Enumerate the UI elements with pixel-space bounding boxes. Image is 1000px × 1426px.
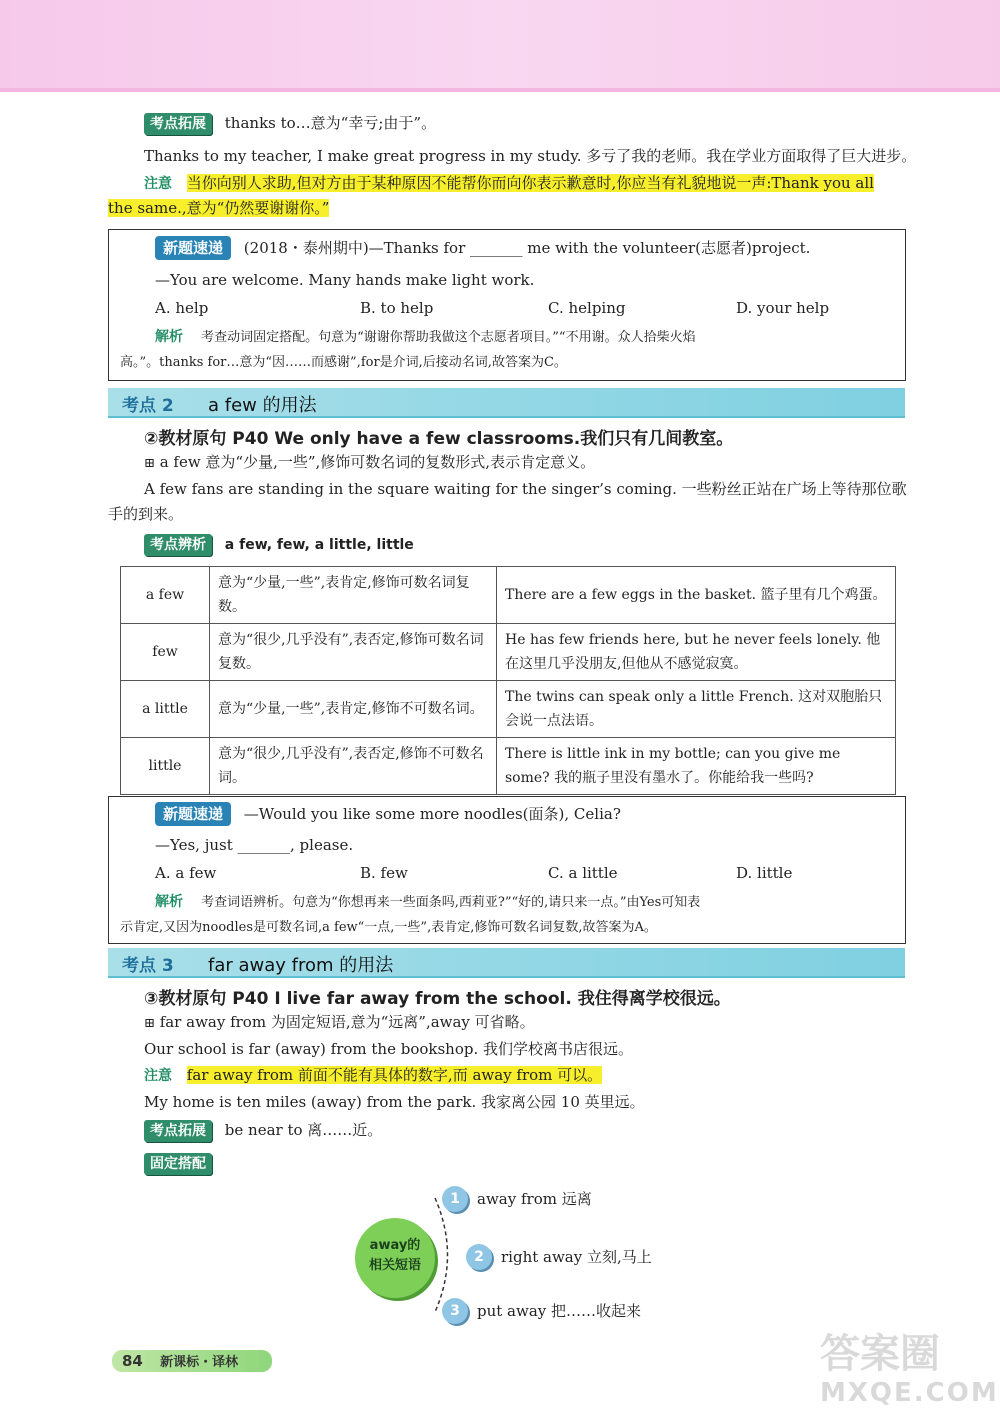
quiz2-analysis-line1 — [155, 892, 700, 913]
quiz2-option-b: B. few — [360, 864, 408, 882]
mindmap-center — [355, 1218, 435, 1298]
quiz1-q2: —You are welcome. Many hands make light work. — [155, 271, 535, 289]
section3-explain-row — [144, 1012, 535, 1034]
extend-tag: 考点拓展 — [144, 113, 212, 135]
table-example: There is little ink in my bottle; can you give me some? 我的瓶子里没有墨水了。你能给我一些吗? — [497, 738, 896, 795]
page-number: 84 — [122, 1352, 143, 1370]
quiz1-option-c: C. helping — [548, 299, 626, 317]
section3-explain: far away from 为固定短语,意为“远离”,away 可省略。 — [159, 1013, 535, 1031]
quiz2-tag: 新题速递 — [155, 802, 231, 826]
quiz2-analysis-1: 考查词语辨析。句意为“你想再来一些面条吗,西莉亚?”“好的,请只来一点。”由Yes可知表 — [201, 895, 701, 910]
plus-icon: ⊞ — [144, 456, 155, 471]
section2-example-1: A few fans are standing in the square waiting for the singer’s coming. 一些粉丝正站在广场上等待那位歌 — [144, 480, 907, 498]
mindmap-num-2: 2 — [466, 1244, 492, 1270]
watermark-line2: MXQE.COM — [820, 1378, 999, 1408]
note-line1 — [144, 173, 874, 194]
table-row — [121, 567, 896, 624]
section2-source: ②教材原句 P40 We only have a few classrooms.我们只有几间教室。 — [144, 429, 734, 449]
section2-header — [108, 388, 905, 418]
table-example: He has few friends here, but he never feels lonely. 他在这里几乎没朋友,但他从不感觉寂寞。 — [497, 624, 896, 681]
compare-tag: 考点辨析 — [144, 534, 212, 556]
note-line2 — [108, 198, 329, 218]
section3-note-label: 注意 — [144, 1068, 172, 1084]
quiz2-question — [155, 802, 621, 826]
quiz1-q1: (2018・泰州期中)—Thanks for _______ me with the volunteer(志愿者)project. — [243, 239, 811, 257]
mindmap-num-3: 3 — [442, 1298, 468, 1324]
section2-title: a few 的用法 — [208, 395, 317, 416]
compare-title: a few, few, a little, little — [224, 537, 414, 553]
series-name: 新课标・译林 — [160, 1355, 239, 1370]
section3-note-text: far away from 前面不能有具体的数字,而 away from 可以。 — [186, 1066, 603, 1084]
mindmap-center-line2: 相关短语 — [368, 1258, 421, 1273]
table-row — [121, 738, 896, 795]
quiz2-q2: —Yes, just _______, please. — [155, 836, 354, 854]
section3-extend-tag: 考点拓展 — [144, 1120, 212, 1142]
table-meaning: 意为“少量,一些”,表肯定,修饰可数名词复数。 — [210, 567, 497, 624]
quiz2-q1: —Would you like some more noodles(面条), Celia? — [243, 805, 621, 823]
table-meaning: 意为“少量,一些”,表肯定,修饰不可数名词。 — [210, 681, 497, 738]
section3-extend-text: be near to 离……近。 — [224, 1121, 383, 1139]
table-example: The twins can speak only a little French. 这对双胞胎只会说一点法语。 — [497, 681, 896, 738]
table-meaning: 意为“很少,几乎没有”,表否定,修饰不可数名词。 — [210, 738, 497, 795]
section3-header — [108, 948, 905, 978]
section3-note — [144, 1065, 602, 1086]
section2-explain: a few 意为“少量,一些”,修饰可数名词的复数形式,表示肯定意义。 — [159, 453, 596, 471]
quiz2-option-d: D. little — [736, 864, 793, 882]
watermark-line1: 答案圈 — [820, 1331, 940, 1377]
section3-num: 考点 3 — [122, 956, 174, 976]
table-word: little — [121, 738, 210, 795]
extend-block — [144, 113, 436, 135]
note-text-2: the same.,意为“仍然要谢谢你。” — [108, 199, 330, 217]
note-text-1: 当你向别人求助,但对方由于某种原因不能帮你而向你表示歉意时,你应当有礼貌地说一声:Thank you all — [186, 174, 874, 192]
mindmap-center-line1: away的 — [369, 1238, 421, 1253]
section3-source: ③教材原句 P40 I live far away from the school. 我住得离学校很远。 — [144, 989, 731, 1009]
table-row — [121, 624, 896, 681]
collocation-heading — [144, 1153, 212, 1175]
quiz2-analysis-2: 示肯定,又因为noodles是可数名词,a few“一点,一些”,表肯定,修饰可数名词复数,故答案为A。 — [120, 920, 657, 935]
mindmap-item-2: right away 立刻,马上 — [501, 1248, 652, 1266]
top-banner — [0, 0, 1000, 92]
quiz2-option-a: A. a few — [155, 864, 217, 882]
table-word: a little — [121, 681, 210, 738]
section3-extend — [144, 1120, 382, 1142]
table-row — [121, 681, 896, 738]
section2-explain-row — [144, 452, 595, 474]
quiz2-option-c: C. a little — [548, 864, 618, 882]
quiz1-question — [155, 236, 810, 260]
section3-example-2: My home is ten miles (away) from the park. 我家离公园 10 英里远。 — [144, 1093, 645, 1111]
table-word: few — [121, 624, 210, 681]
quiz1-analysis-2: 高。”。thanks for…意为“因……而感谢”,for是介词,后接动名词,故答案为C。 — [120, 355, 567, 370]
section3-title: far away from 的用法 — [208, 955, 394, 976]
mindmap-num-1: 1 — [442, 1186, 468, 1212]
quiz1-option-d: D. your help — [736, 299, 830, 317]
mindmap-item-3: put away 把……收起来 — [477, 1302, 642, 1320]
collocation-tag: 固定搭配 — [144, 1153, 212, 1175]
mindmap-item-1: away from 远离 — [477, 1190, 592, 1208]
quiz1-option-b: B. to help — [360, 299, 434, 317]
compare-table — [120, 566, 896, 795]
section2-num: 考点 2 — [122, 396, 174, 416]
quiz2-analysis-label: 解析 — [155, 894, 183, 910]
quiz1-tag: 新题速递 — [155, 236, 231, 260]
plus-icon: ⊞ — [144, 1016, 155, 1031]
table-meaning: 意为“很少,几乎没有”,表否定,修饰可数名词复数。 — [210, 624, 497, 681]
extend-text: thanks to…意为“幸亏;由于”。 — [224, 114, 437, 132]
table-word: a few — [121, 567, 210, 624]
quiz1-option-a: A. help — [155, 299, 209, 317]
table-example: There are a few eggs in the basket. 篮子里有几个鸡蛋。 — [497, 567, 896, 624]
compare-heading — [144, 534, 414, 556]
section2-example-2: 手的到来。 — [108, 505, 184, 523]
quiz1-analysis-label: 解析 — [155, 329, 183, 345]
extend-example: Thanks to my teacher, I make great progress in my study. 多亏了我的老师。我在学业方面取得了巨大进步。 — [144, 147, 917, 165]
section3-example-1: Our school is far (away) from the bookshop. 我们学校离书店很远。 — [144, 1040, 634, 1058]
quiz1-analysis-line1 — [155, 327, 696, 348]
page-footer — [112, 1350, 272, 1372]
quiz1-analysis-1: 考查动词固定搭配。句意为“谢谢你帮助我做这个志愿者项目。”“不用谢。众人拾柴火焰 — [201, 330, 696, 345]
note-label: 注意 — [144, 176, 172, 192]
watermark-logo — [820, 1330, 999, 1420]
